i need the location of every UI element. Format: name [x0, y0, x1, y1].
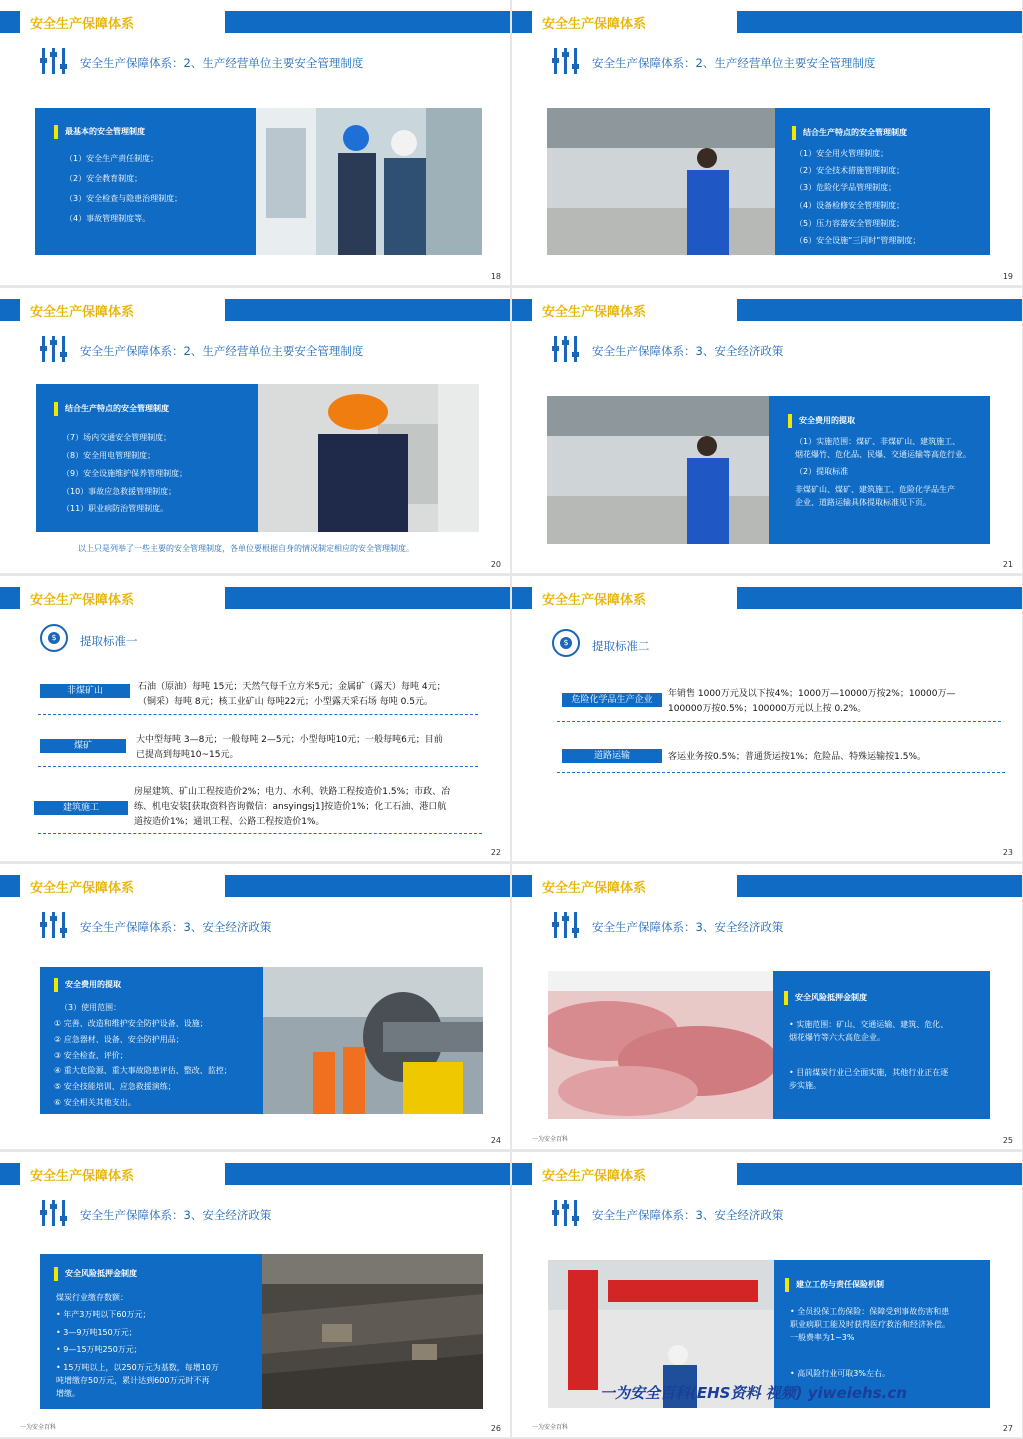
box-line: （1）安全用火管理制度；: [795, 149, 889, 158]
sliders-icon: [40, 46, 68, 76]
page-number: 22: [490, 848, 501, 857]
slide-subtitle: 安全生产保障体系：3、安全经济政策: [80, 920, 272, 934]
workers-photo: [256, 108, 482, 255]
page-number: 27: [1002, 1424, 1013, 1433]
box-title: 安全风险抵押金制度: [54, 1267, 137, 1281]
box-line: ⑥ 安全相关其他支出。: [54, 1098, 136, 1107]
header-accent: [0, 1163, 20, 1185]
header-accent: [512, 587, 532, 609]
turbine-workers-photo: [263, 967, 483, 1114]
footer-logo-text: 一为安全百科: [532, 1136, 569, 1143]
header-bar: [225, 587, 510, 609]
header-bar: [737, 11, 1022, 33]
box-line: （2）提取标准: [795, 467, 849, 476]
page-number: 25: [1002, 1136, 1013, 1145]
row-text: 石油（原油）每吨 15元；天然气每千立方米5元；金属矿（露天）每吨 4元；: [138, 682, 446, 692]
box-line: （4）设备检修安全管理制度；: [795, 201, 905, 210]
row-divider: [557, 772, 1005, 773]
box-line: 烟花爆竹等六大高危企业。: [789, 1033, 885, 1042]
row-text: 客运业务按0.5%；普通货运按1%；危险品、特殊运输按1.5%。: [668, 752, 927, 762]
row-text: 100000万按0.5%；100000万元以上按 0.2%。: [668, 704, 867, 714]
page-number: 26: [490, 1424, 501, 1433]
slide-22[interactable]: [0, 576, 510, 861]
content-box: [40, 967, 263, 1114]
header-accent: [512, 299, 532, 321]
box-line: ④ 重大危险源、重大事故隐患评估、整改、监控；: [54, 1066, 232, 1075]
row-divider: [557, 721, 1001, 722]
slide-26[interactable]: [0, 1152, 510, 1437]
slide-subtitle: 安全生产保障体系：3、安全经济政策: [592, 920, 784, 934]
box-line: ① 完善、改造和维护安全防护设备、设施；: [54, 1019, 208, 1028]
slide-subtitle: 安全生产保障体系：2、生产经营单位主要安全管理制度: [80, 56, 364, 70]
box-line: 吨增缴存50万元，累计达到600万元时不再: [56, 1376, 210, 1385]
row-label: 建筑施工: [34, 801, 128, 815]
header-title: 安全生产保障体系: [30, 17, 135, 32]
box-line: • 9—15万吨250万元；: [56, 1345, 142, 1354]
box-line: 企业、道路运输具体提取标准见下页。: [795, 498, 931, 507]
box-line: 烟花爆竹、危化品、民爆、交通运输等高危行业。: [795, 450, 971, 459]
box-line: ⑤ 安全技能培训、应急救援演练；: [54, 1082, 176, 1091]
sliders-icon: [552, 1198, 580, 1228]
box-line: （8）安全用电管理制度；: [62, 451, 156, 460]
slide-24[interactable]: [0, 864, 510, 1149]
row-label: 道路运输: [562, 749, 662, 763]
row-label: 非煤矿山: [40, 684, 130, 698]
sliders-icon: [40, 910, 68, 940]
slide-note: 以上只是列举了一些主要的安全管理制度，各单位要根据自身的情况制定相应的安全管理制度。: [78, 544, 414, 553]
header-title: 安全生产保障体系: [542, 1169, 647, 1184]
sliders-icon: [552, 334, 580, 364]
header-title: 安全生产保障体系: [542, 881, 647, 896]
header-bar: [737, 299, 1022, 321]
box-line: （4）事故管理制度等。: [65, 214, 151, 223]
page-number: 18: [490, 272, 501, 281]
box-line: ③ 安全检查、评价；: [54, 1051, 128, 1060]
box-line: • 高风险行业可取3%左右。: [790, 1369, 890, 1378]
header-title: 安全生产保障体系: [542, 305, 647, 320]
row-text: 年销售 1000万元及以下按4%；1000万—10000万按2%；10000万—: [668, 689, 956, 699]
box-title: 安全风险抵押金制度: [784, 991, 867, 1005]
page-number: 23: [1002, 848, 1013, 857]
page-number: 20: [490, 560, 501, 569]
box-title: 建立工伤与责任保险机制: [785, 1278, 884, 1292]
box-title: 安全费用的提取: [54, 978, 121, 992]
row-text: 大中型每吨 3—8元；一般每吨 2—5元；小型每吨10元；一般每吨6元；目前: [136, 735, 443, 745]
box-line: • 实施范围：矿山、交通运输、建筑、危化、: [789, 1020, 949, 1029]
box-line: （3）危险化学品管理制度；: [795, 183, 897, 192]
box-line: 煤炭行业缴存数额：: [56, 1293, 128, 1302]
box-title: 安全费用的提取: [788, 414, 855, 428]
box-line: （10）事故应急救援管理制度；: [62, 487, 177, 496]
box-line: 职业病职工能及时获得医疗救治和经济补偿。: [790, 1320, 950, 1329]
box-line: （6）安全设施“三同时”管理制度；: [795, 236, 921, 245]
box-line: （2）安全技术措施管理制度；: [795, 166, 905, 175]
page-number: 24: [490, 1136, 501, 1145]
page-number: 19: [1002, 272, 1013, 281]
box-line: • 3—9万吨150万元；: [56, 1328, 137, 1337]
content-box: [775, 108, 990, 255]
row-divider: [38, 714, 478, 715]
box-line: 步实施。: [789, 1081, 821, 1090]
slide-subtitle: 安全生产保障体系：3、安全经济政策: [592, 344, 784, 358]
sliders-icon: [40, 1198, 68, 1228]
sliders-icon: [552, 46, 580, 76]
slide-18[interactable]: [0, 0, 510, 285]
row-label: 煤矿: [40, 739, 126, 753]
slide-23[interactable]: [512, 576, 1022, 861]
header-title: 安全生产保障体系: [30, 305, 135, 320]
sliders-icon: [40, 334, 68, 364]
row-text: 练、机电安装[获取资料咨询微信：ansyingsj1]按造价1%；化工石油、港口航: [134, 802, 447, 812]
header-accent: [0, 875, 20, 897]
box-line: 增缴。: [56, 1389, 80, 1398]
worker-hall-photo: [547, 108, 775, 255]
header-title: 安全生产保障体系: [542, 593, 647, 608]
header-title: 安全生产保障体系: [542, 17, 647, 32]
box-line: 非煤矿山、煤矿、建筑施工、危险化学品生产: [795, 485, 955, 494]
slide-20[interactable]: [0, 288, 510, 573]
box-title: 结合生产特点的安全管理制度: [54, 402, 169, 416]
content-box: [773, 971, 990, 1119]
box-line: （7）场内交通安全管理制度；: [62, 433, 172, 442]
header-accent: [512, 11, 532, 33]
money-target-icon: $: [40, 624, 68, 652]
header-accent: [0, 299, 20, 321]
box-title: 最基本的安全管理制度: [54, 125, 145, 139]
box-line: • 15万吨以上，以250万元为基数，每增10万: [56, 1363, 219, 1372]
box-line: （11）职业病防治管理制度。: [62, 504, 169, 513]
box-line: （3）安全检查与隐患治理制度；: [65, 194, 183, 203]
banknotes-photo: [548, 971, 773, 1119]
content-box: [769, 396, 990, 544]
row-text: （铜采）每吨 8元；核工业矿山 每吨22元；小型露天采石场 每吨 0.5元。: [138, 697, 433, 707]
sliders-icon: [552, 910, 580, 940]
row-divider: [38, 766, 478, 767]
slide-subtitle: 提取标准一: [80, 634, 138, 648]
header-bar: [737, 875, 1022, 897]
box-line: （2）安全教育制度；: [65, 174, 143, 183]
slide-subtitle: 安全生产保障体系：2、生产经营单位主要安全管理制度: [80, 344, 364, 358]
header-bar: [225, 1163, 510, 1185]
footer-logo-text: 一为安全百科: [532, 1424, 569, 1431]
slide-subtitle: 安全生产保障体系：3、安全经济政策: [592, 1208, 784, 1222]
money-target-icon: $: [552, 629, 580, 657]
header-bar: [225, 299, 510, 321]
slide-25[interactable]: [512, 864, 1022, 1149]
slide-subtitle: 提取标准二: [592, 639, 650, 653]
header-bar: [737, 1163, 1022, 1185]
electrician-photo: [258, 384, 479, 532]
content-box: [36, 384, 258, 532]
box-line: • 年产3万吨以下60万元；: [56, 1310, 151, 1319]
slide-19[interactable]: [512, 0, 1022, 285]
header-accent: [512, 875, 532, 897]
row-text: 已提高到每吨10~15元。: [136, 750, 239, 760]
footer-logo-text: 一为安全百科: [20, 1424, 57, 1431]
header-title: 安全生产保障体系: [30, 881, 135, 896]
box-line: （3）使用范围：: [60, 1003, 122, 1012]
box-line: （9）安全设施维护保养管理制度；: [62, 469, 188, 478]
box-line: （1）实施范围：煤矿、非煤矿山、建筑施工、: [795, 437, 961, 446]
box-line: （5）压力容器安全管理制度；: [795, 219, 905, 228]
header-accent: [0, 587, 20, 609]
box-line: ② 应急器材、设备、安全防护用品；: [54, 1035, 184, 1044]
row-text: 道按造价1%；通讯工程、公路工程按造价1%。: [134, 817, 325, 827]
box-line: • 全员投保工伤保险：保障受到事故伤害和患: [790, 1307, 950, 1316]
slide-21[interactable]: [512, 288, 1022, 573]
worker-hall-photo: [547, 396, 769, 544]
content-box: [40, 1254, 262, 1409]
slide-subtitle: 安全生产保障体系：2、生产经营单位主要安全管理制度: [592, 56, 876, 70]
header-accent: [512, 1163, 532, 1185]
header-title: 安全生产保障体系: [30, 1169, 135, 1184]
watermark-text: 一为安全百科(EHS资料 视频) yiweiehs.cn: [600, 1384, 907, 1402]
row-text: 房屋建筑、矿山工程按造价2%；电力、水利、铁路工程按造价1.5%；市政、冶: [134, 787, 451, 797]
slide-subtitle: 安全生产保障体系：3、安全经济政策: [80, 1208, 272, 1222]
box-line: 一般费率为1~3%: [790, 1333, 855, 1342]
coal-mine-photo: [262, 1254, 483, 1409]
row-label: 危险化学品生产企业: [562, 693, 662, 707]
header-bar: [225, 875, 510, 897]
box-line: （1）安全生产责任制度；: [65, 154, 159, 163]
box-line: • 目前煤炭行业已全面实施，其他行业正在逐: [789, 1068, 949, 1077]
box-title: 结合生产特点的安全管理制度: [792, 126, 907, 140]
header-bar: [225, 11, 510, 33]
page-number: 21: [1002, 560, 1013, 569]
header-title: 安全生产保障体系: [30, 593, 135, 608]
header-bar: [737, 587, 1022, 609]
row-divider: [38, 833, 482, 834]
header-accent: [0, 11, 20, 33]
content-box: [35, 108, 256, 255]
